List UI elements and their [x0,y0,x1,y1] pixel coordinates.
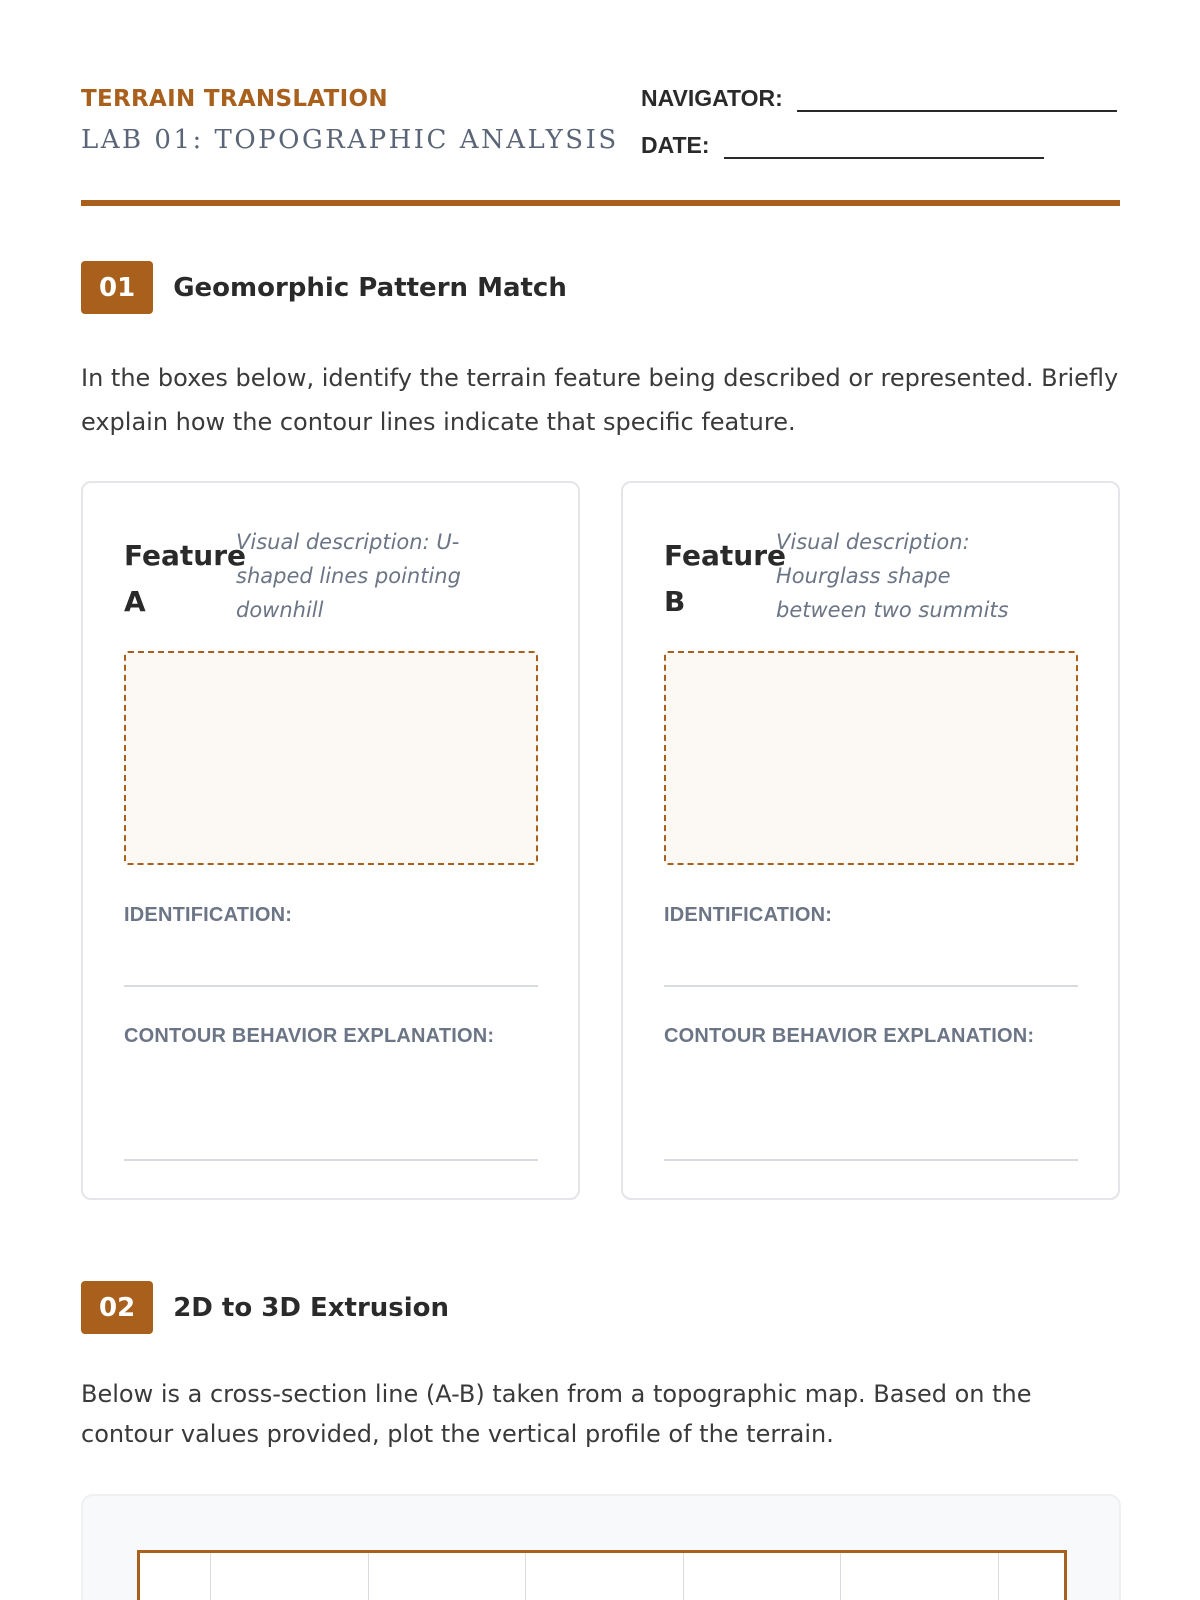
feature-a-description: Visual description: U-shaped lines pointing downhill [236,530,461,622]
feature-card-b [621,481,1120,1200]
section-02-heading [81,1281,449,1334]
section-01-badge: 01 [81,261,153,314]
feature-b-name: Feature B [664,539,786,618]
feature-a-sketch-box[interactable] [124,651,538,865]
navigator-field [641,82,1117,112]
feature-card-a [81,481,580,1200]
section-01-instructions: In the boxes below, identify the terrain feature being described or represented. Briefly explain how the contour lines indicate that specific feature. [81,364,1119,436]
date-label: DATE: [641,132,710,158]
section-02-badge: 02 [81,1281,153,1334]
profile-plot-grid[interactable] [137,1550,1067,1600]
header-divider [81,200,1120,206]
feature-a-identification-label: IDENTIFICATION: [124,904,293,926]
feature-a-explanation-label: CONTOUR BEHAVIOR EXPLANATION: [124,1025,495,1047]
feature-a-identification-line[interactable] [124,985,538,987]
feature-b-explanation-label: CONTOUR BEHAVIOR EXPLANATION: [664,1025,1035,1047]
plot-grid-column [369,1553,526,1600]
plot-grid-column [841,1553,999,1600]
brand-title: TERRAIN TRANSLATION [81,86,388,112]
feature-a-explanation-line[interactable] [124,1159,538,1161]
feature-card-b-header [664,525,1078,625]
navigator-input-line[interactable] [797,82,1117,112]
date-field [641,129,1044,159]
plot-grid-column [211,1553,369,1600]
plot-grid-column [999,1553,1064,1600]
feature-b-identification-label: IDENTIFICATION: [664,904,833,926]
navigator-label: NAVIGATOR: [641,85,783,111]
feature-b-identification-line[interactable] [664,985,1078,987]
feature-card-a-header [124,525,538,625]
section-02-instructions: Below is a cross-section line (A-B) taken from a topographic map. Based on the contour values provided, plot the vertical profile of the terrain. [81,1380,1032,1448]
profile-plot-panel [81,1494,1121,1600]
feature-a-name: Feature A [124,539,246,618]
plot-grid-column [526,1553,684,1600]
section-02-title: 2D to 3D Extrusion [173,1292,450,1323]
section-01-heading [81,261,567,314]
feature-b-explanation-line[interactable] [664,1159,1078,1161]
section-01-title: Geomorphic Pattern Match [173,272,567,303]
feature-b-description: Visual description: Hourglass shape between two summits [776,530,1009,622]
lab-title: LAB 01: TOPOGRAPHIC ANALYSIS [81,125,619,155]
date-input-line[interactable] [724,129,1044,159]
plot-grid-column [684,1553,841,1600]
plot-grid-column [140,1553,211,1600]
feature-b-sketch-box[interactable] [664,651,1078,865]
worksheet-header [81,82,1120,206]
